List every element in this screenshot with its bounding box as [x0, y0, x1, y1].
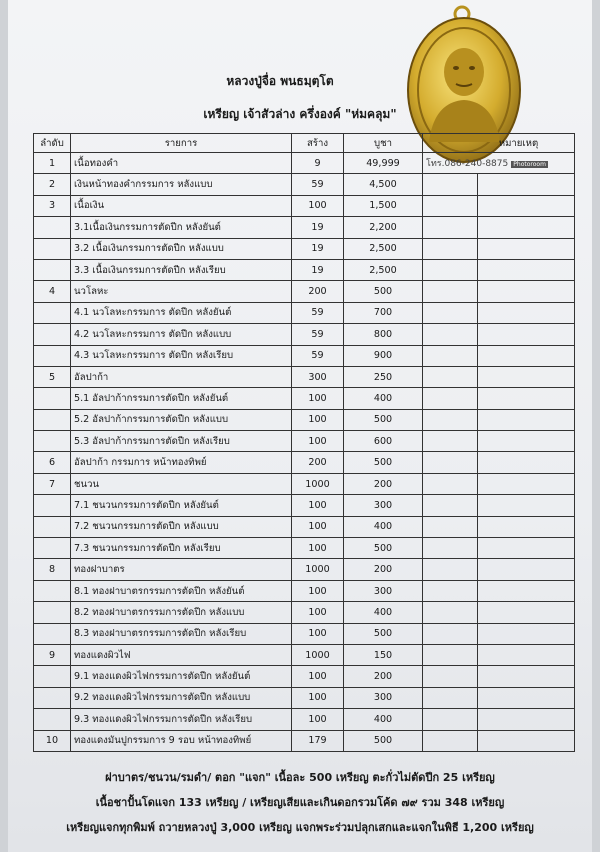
row-qty: 100 — [292, 409, 344, 430]
remark-phone: โทร.086-240-8875 — [426, 159, 509, 170]
table-row — [34, 153, 575, 174]
table-row — [34, 217, 575, 238]
table-row — [34, 516, 575, 537]
row-remark-1 — [423, 666, 478, 687]
row-no — [34, 602, 71, 623]
row-name: อัลปาก้า — [71, 366, 292, 387]
row-remark-2 — [478, 431, 575, 452]
row-remark-1 — [423, 730, 478, 751]
row-remark-2 — [478, 238, 575, 259]
row-price: 600 — [344, 431, 423, 452]
row-price: 500 — [344, 452, 423, 473]
table-row — [34, 302, 575, 323]
row-name: 7.1 ชนวนกรรมการตัดปีก หลังยันต์ — [71, 495, 292, 516]
row-no — [34, 259, 71, 280]
row-remark-1 — [423, 709, 478, 730]
table-row — [34, 538, 575, 559]
row-name: ทองแดงผิวไฟ — [71, 644, 292, 665]
row-remark-2 — [478, 538, 575, 559]
row-name: 3.1เนื้อเงินกรรมการตัดปีก หลังยันต์ — [71, 217, 292, 238]
row-remark-1 — [423, 345, 478, 366]
row-remark-1 — [423, 452, 478, 473]
row-no: 3 — [34, 195, 71, 216]
row-price: 500 — [344, 409, 423, 430]
row-name: เงินหน้าทองคำกรรมการ หลังแบบ — [71, 174, 292, 195]
table-row — [34, 452, 575, 473]
row-qty: 59 — [292, 324, 344, 345]
row-qty: 59 — [292, 345, 344, 366]
header-remark-text: หมายเหตุ — [498, 137, 539, 149]
table-row — [34, 174, 575, 195]
table-row — [34, 644, 575, 665]
table-row — [34, 666, 575, 687]
table-row — [34, 473, 575, 494]
row-remark-2 — [478, 281, 575, 302]
row-no — [34, 302, 71, 323]
row-remark-1 — [423, 602, 478, 623]
table-row — [34, 324, 575, 345]
row-remark-1 — [423, 324, 478, 345]
row-remark-2 — [478, 324, 575, 345]
row-no — [34, 580, 71, 601]
row-qty: 1000 — [292, 473, 344, 494]
row-remark-2 — [478, 174, 575, 195]
row-name: 4.1 นวโลหะกรรมการ ตัดปีก หลังยันต์ — [71, 302, 292, 323]
row-remark-2 — [478, 709, 575, 730]
row-qty: 100 — [292, 388, 344, 409]
row-remark-1 — [423, 495, 478, 516]
row-name: ทองฝาบาตร — [71, 559, 292, 580]
row-no: 4 — [34, 281, 71, 302]
header-name: รายการ — [71, 134, 292, 153]
row-no — [34, 217, 71, 238]
row-price: 400 — [344, 602, 423, 623]
table-row — [34, 602, 575, 623]
row-remark-2 — [478, 623, 575, 644]
row-price: 200 — [344, 473, 423, 494]
row-no — [34, 623, 71, 644]
row-price: 49,999 — [344, 153, 423, 174]
row-name: 4.3 นวโลหะกรรมการ ตัดปีก หลังเรียบ — [71, 345, 292, 366]
row-price: 2,500 — [344, 238, 423, 259]
row-price: 500 — [344, 281, 423, 302]
table-row — [34, 195, 575, 216]
row-remark-1 — [423, 195, 478, 216]
header-remark — [423, 134, 575, 153]
row-price: 500 — [344, 730, 423, 751]
row-name: 5.3 อัลปาก้ากรรมการตัดปีก หลังเรียบ — [71, 431, 292, 452]
row-qty: 19 — [292, 259, 344, 280]
row-name: 7.3 ชนวนกรรมการตัดปีก หลังเรียบ — [71, 538, 292, 559]
row-price: 500 — [344, 623, 423, 644]
row-price: 1,500 — [344, 195, 423, 216]
header-no: ลำดับ — [34, 134, 71, 153]
row-remark-2 — [478, 409, 575, 430]
row-remark-1 — [423, 473, 478, 494]
table-body — [34, 153, 575, 752]
document-subtitle: เหรียญ เจ้าสัวล่าง ครึ่งองค์ "ห่มคลุม" — [203, 107, 397, 121]
row-price: 900 — [344, 345, 423, 366]
row-remark-1 — [423, 644, 478, 665]
row-qty: 100 — [292, 431, 344, 452]
row-no: 6 — [34, 452, 71, 473]
row-remark-2 — [478, 644, 575, 665]
row-remark-2 — [478, 602, 575, 623]
row-remark-1 — [423, 153, 575, 174]
row-qty: 1000 — [292, 559, 344, 580]
row-remark-1 — [423, 409, 478, 430]
row-remark-2 — [478, 217, 575, 238]
row-remark-1 — [423, 174, 478, 195]
row-name: อัลปาก้า กรรมการ หน้าทองทิพย์ — [71, 452, 292, 473]
row-qty: 19 — [292, 238, 344, 259]
row-no: 1 — [34, 153, 71, 174]
table-row — [34, 623, 575, 644]
row-no — [34, 666, 71, 687]
row-price: 2,200 — [344, 217, 423, 238]
photo-tag: Photoroom — [513, 161, 546, 169]
row-remark-2 — [478, 345, 575, 366]
table-row — [34, 580, 575, 601]
row-remark-1 — [423, 238, 478, 259]
row-price: 800 — [344, 324, 423, 345]
row-name: 5.2 อัลปาก้ากรรมการตัดปีก หลังแบบ — [71, 409, 292, 430]
row-qty: 100 — [292, 687, 344, 708]
row-name: เนื้อเงิน — [71, 195, 292, 216]
row-price: 700 — [344, 302, 423, 323]
document-title: หลวงปู่จื่อ พนธมฺตฺโต — [226, 74, 334, 88]
row-remark-1 — [423, 217, 478, 238]
row-remark-1 — [423, 559, 478, 580]
table-row — [34, 559, 575, 580]
row-qty: 100 — [292, 495, 344, 516]
row-no: 10 — [34, 730, 71, 751]
table-row — [34, 709, 575, 730]
row-qty: 1000 — [292, 644, 344, 665]
row-no: 2 — [34, 174, 71, 195]
row-qty: 100 — [292, 516, 344, 537]
header-price: บูชา — [344, 134, 423, 153]
row-remark-2 — [478, 473, 575, 494]
footer-line-3: เหรียญแจกทุกพิมพ์ ถวายหลวงปู่ 3,000 เหรียญ แจกพระร่วมปลุกเสกและแจกในพิธี 1,200 เหรียญ — [66, 821, 534, 834]
row-no: 5 — [34, 366, 71, 387]
row-remark-2 — [478, 195, 575, 216]
row-no — [34, 238, 71, 259]
row-name: 5.1 อัลปาก้ากรรมการตัดปีก หลังยันต์ — [71, 388, 292, 409]
row-qty: 300 — [292, 366, 344, 387]
row-remark-1 — [423, 302, 478, 323]
row-name: ทองแดงมันปูกรรมการ 9 รอบ หน้าทองทิพย์ — [71, 730, 292, 751]
row-price: 400 — [344, 709, 423, 730]
table-row — [34, 345, 575, 366]
row-no — [34, 516, 71, 537]
row-qty: 179 — [292, 730, 344, 751]
row-remark-1 — [423, 431, 478, 452]
row-name: 9.1 ทองแดงผิวไฟกรรมการตัดปีก หลังยันต์ — [71, 666, 292, 687]
row-qty: 59 — [292, 174, 344, 195]
row-remark-2 — [478, 452, 575, 473]
footer-line-1: ฝาบาตร/ชนวน/รมดำ/ ตอก "แจก" เนื้อละ 500 เหรียญ ตะกั่วไม่ตัดปีก 25 เหรียญ — [105, 771, 495, 784]
row-remark-1 — [423, 538, 478, 559]
row-no — [34, 709, 71, 730]
row-remark-1 — [423, 687, 478, 708]
row-name: 9.2 ทองแดงผิวไฟกรรมการตัดปีก หลังแบบ — [71, 687, 292, 708]
row-remark-2 — [478, 495, 575, 516]
row-price: 200 — [344, 559, 423, 580]
row-no: 9 — [34, 644, 71, 665]
row-remark-2 — [478, 302, 575, 323]
table-row — [34, 730, 575, 751]
row-no — [34, 495, 71, 516]
row-remark-1 — [423, 281, 478, 302]
header-qty: สร้าง — [292, 134, 344, 153]
row-qty: 9 — [292, 153, 344, 174]
row-qty: 100 — [292, 602, 344, 623]
row-price: 4,500 — [344, 174, 423, 195]
row-no: 8 — [34, 559, 71, 580]
row-remark-2 — [478, 559, 575, 580]
row-price: 2,500 — [344, 259, 423, 280]
row-price: 200 — [344, 666, 423, 687]
row-remark-2 — [478, 580, 575, 601]
row-name: 9.3 ทองแดงผิวไฟกรรมการตัดปีก หลังเรียบ — [71, 709, 292, 730]
row-qty: 59 — [292, 302, 344, 323]
row-price: 400 — [344, 388, 423, 409]
row-price: 500 — [344, 538, 423, 559]
row-remark-1 — [423, 388, 478, 409]
table-row — [34, 388, 575, 409]
table-row — [34, 238, 575, 259]
row-remark-1 — [423, 580, 478, 601]
row-remark-2 — [478, 388, 575, 409]
row-name: 4.2 นวโลหะกรรมการ ตัดปีก หลังแบบ — [71, 324, 292, 345]
row-no — [34, 431, 71, 452]
row-remark-2 — [478, 259, 575, 280]
price-table — [33, 133, 575, 752]
row-qty: 100 — [292, 580, 344, 601]
row-name: 3.2 เนื้อเงินกรรมการตัดปีก หลังแบบ — [71, 238, 292, 259]
table-row — [34, 409, 575, 430]
row-qty: 19 — [292, 217, 344, 238]
row-no — [34, 687, 71, 708]
row-remark-1 — [423, 366, 478, 387]
footer-line-2: เนื้อชาปั้นโดแจก 133 เหรียญ / เหรียญเสียและเกินดอกรวมโค้ด ๗๙ รวม 348 เหรียญ — [95, 796, 505, 809]
row-qty: 100 — [292, 666, 344, 687]
table-row — [34, 259, 575, 280]
row-name: ชนวน — [71, 473, 292, 494]
row-no — [34, 324, 71, 345]
row-no — [34, 409, 71, 430]
row-name: 8.3 ทองฝาบาตรกรรมการตัดปีก หลังเรียบ — [71, 623, 292, 644]
row-no — [34, 345, 71, 366]
row-remark-2 — [478, 366, 575, 387]
row-price: 300 — [344, 495, 423, 516]
row-remark-2 — [478, 730, 575, 751]
table-header-row — [34, 134, 575, 153]
row-qty: 200 — [292, 452, 344, 473]
row-name: 8.2 ทองฝาบาตรกรรมการตัดปีก หลังแบบ — [71, 602, 292, 623]
row-qty: 100 — [292, 538, 344, 559]
row-name: นวโลหะ — [71, 281, 292, 302]
table-row — [34, 495, 575, 516]
row-qty: 100 — [292, 623, 344, 644]
row-price: 250 — [344, 366, 423, 387]
row-name: 8.1 ทองฝาบาตรกรรมการตัดปีก หลังยันต์ — [71, 580, 292, 601]
row-name: เนื้อทองคำ — [71, 153, 292, 174]
row-no: 7 — [34, 473, 71, 494]
row-price: 300 — [344, 687, 423, 708]
row-remark-1 — [423, 623, 478, 644]
row-remark-1 — [423, 516, 478, 537]
row-no — [34, 388, 71, 409]
row-remark-2 — [478, 687, 575, 708]
row-remark-2 — [478, 666, 575, 687]
table-row — [34, 431, 575, 452]
row-no — [34, 538, 71, 559]
table-row — [34, 687, 575, 708]
table-row — [34, 281, 575, 302]
row-price: 400 — [344, 516, 423, 537]
row-name: 7.2 ชนวนกรรมการตัดปีก หลังแบบ — [71, 516, 292, 537]
row-name: 3.3 เนื้อเงินกรรมการตัดปีก หลังเรียบ — [71, 259, 292, 280]
row-price: 150 — [344, 644, 423, 665]
row-price: 300 — [344, 580, 423, 601]
row-qty: 100 — [292, 709, 344, 730]
row-remark-2 — [478, 516, 575, 537]
row-qty: 200 — [292, 281, 344, 302]
row-qty: 100 — [292, 195, 344, 216]
row-remark-1 — [423, 259, 478, 280]
table-row — [34, 366, 575, 387]
